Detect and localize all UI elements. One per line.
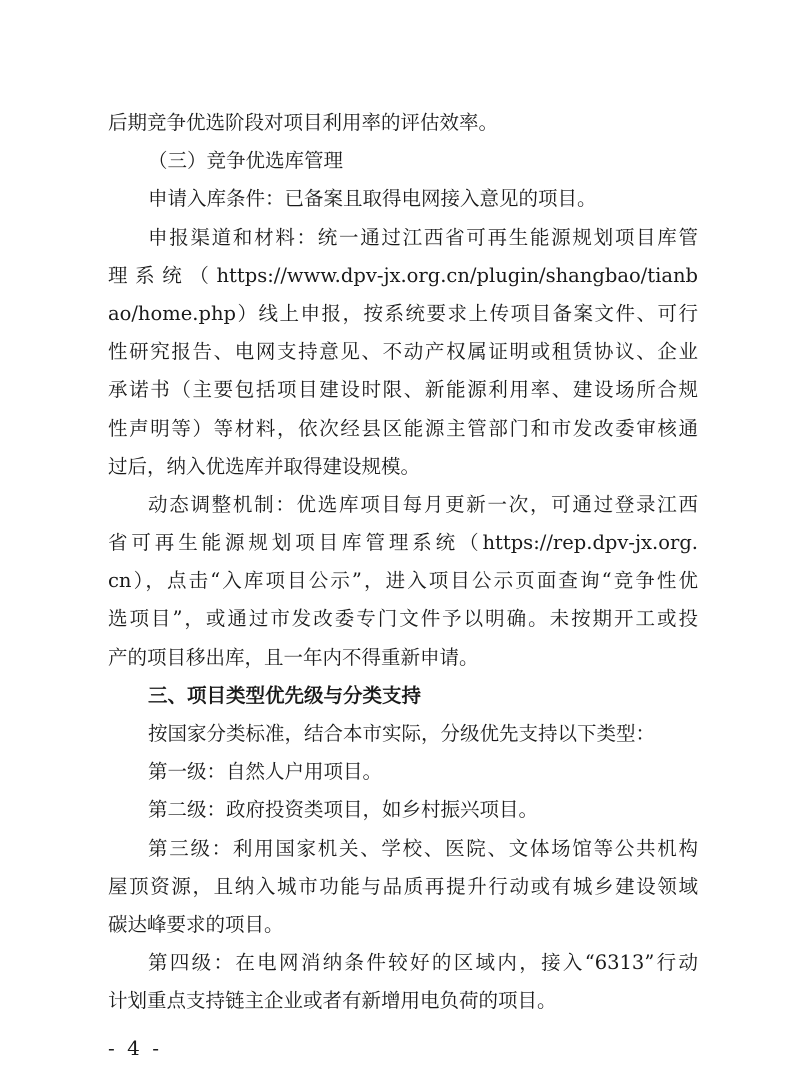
text-line: 第三级：利用国家机关、学校、医院、文体场馆等公共机构 [148, 836, 698, 860]
text-line: 性声明等）等材料，依次经县区能源主管部门和市发改委审核通 [108, 416, 698, 440]
text-line: 第一级：自然人户用项目。 [148, 760, 383, 784]
text-line: 申请入库条件：已备案且取得电网接入意见的项目。 [148, 187, 597, 211]
text-line: ao/home.php）线上申报，按系统要求上传项目备案文件、可行 [108, 301, 698, 325]
text-line: 计划重点支持链主企业或者有新增用电负荷的项目。 [108, 989, 557, 1013]
text-line: 过后，纳入优选库并取得建设规模。 [108, 454, 421, 478]
text-line: 选项目”，或通过市发改委专门文件予以明确。未按期开工或投 [108, 607, 698, 631]
text-line: 产的项目移出库，且一年内不得重新申请。 [108, 645, 479, 669]
text-line: 性研究报告、电网支持意见、不动产权属证明或租赁协议、企业 [108, 340, 698, 364]
text-line: 承诺书（主要包括项目建设时限、新能源利用率、建设场所合规 [108, 378, 698, 402]
text-line: 省可再生能源规划项目库管理系统（https://rep.dpv-jx.org. [108, 531, 698, 555]
text-line: cn），点击“入库项目公示”，进入项目公示页面查询“竞争性优 [108, 569, 698, 593]
page-number: - 4 - [108, 1036, 162, 1060]
text-line: 后期竞争优选阶段对项目利用率的评估效率。 [108, 111, 499, 134]
section-heading: 三、项目类型优先级与分类支持 [148, 683, 422, 707]
text-line: 申报渠道和材料：统一通过江西省可再生能源规划项目库管 [148, 225, 698, 249]
text-line: 屋顶资源，且纳入城市功能与品质再提升行动或有城乡建设领域 [108, 874, 698, 898]
text-line: 第二级：政府投资类项目，如乡村振兴项目。 [148, 798, 539, 822]
text-line: 按国家分类标准，结合本市实际，分级优先支持以下类型： [148, 722, 656, 745]
text-line: 碳达峰要求的项目。 [108, 912, 284, 936]
text-line: （三）竞争优选库管理 [148, 149, 344, 173]
document-body [108, 104, 698, 1021]
text-line: 第四级：在电网消纳条件较好的区域内，接入“6313”行动 [148, 951, 698, 975]
text-line: 动态调整机制：优选库项目每月更新一次，可通过登录江西 [148, 492, 698, 516]
text-line: 理系统（https://www.dpv-jx.org.cn/plugin/shangbao/tianb [108, 263, 698, 287]
